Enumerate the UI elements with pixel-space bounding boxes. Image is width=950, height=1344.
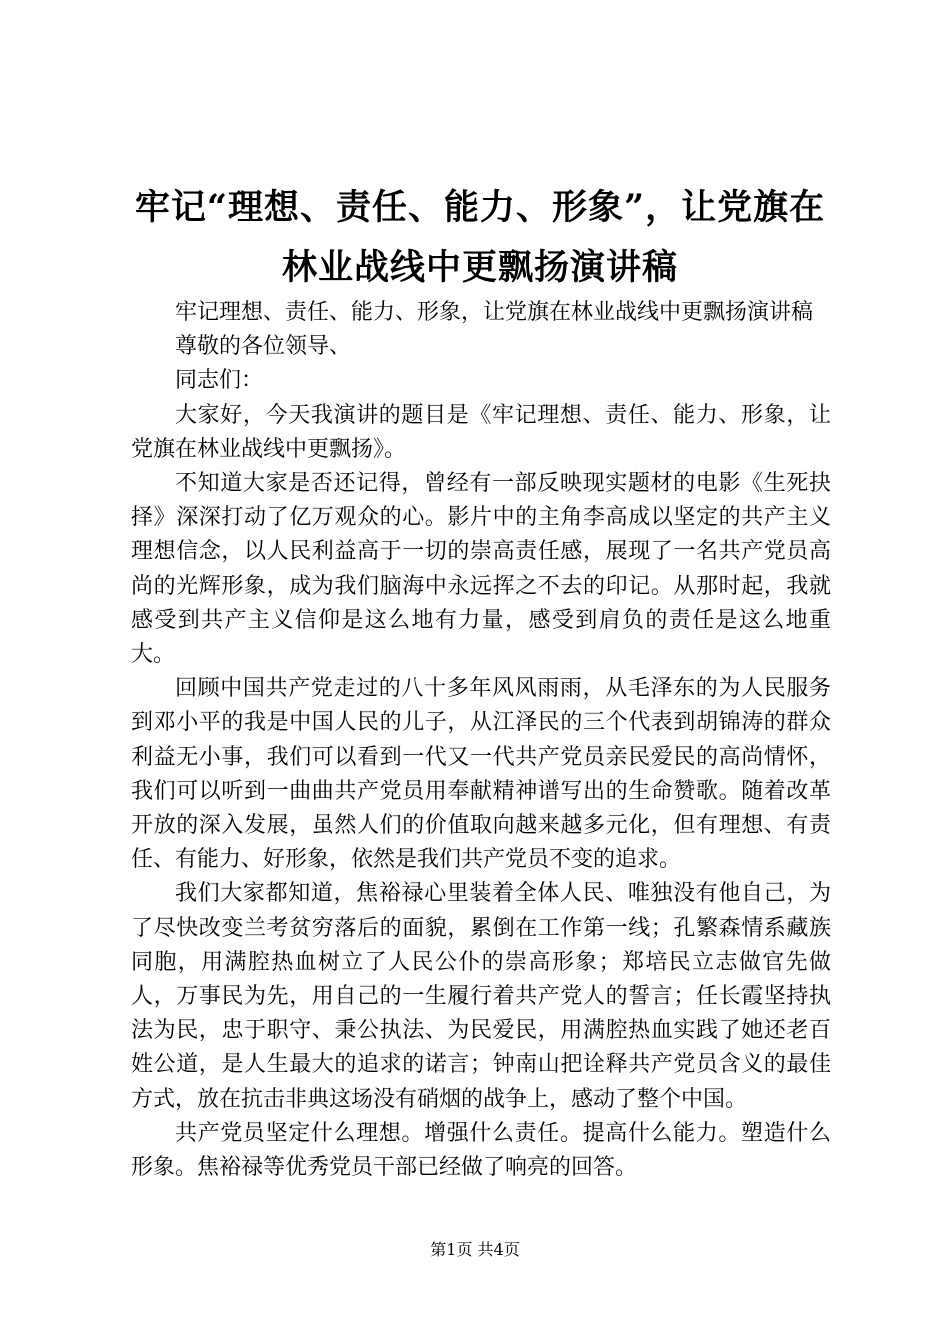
paragraph-film: 不知道大家是否还记得，曾经有一部反映现实题材的电影《生死抉择》深深打动了亿万观众的心。影片中的主角李高成以坚定的共产主义理想信念，以人民利益高于一切的崇高责任感，展现了一名共产党员高尚的光辉形象，成为我们脑海中永远挥之不去的印记。从那时起，我就感受到共产主义信仰是这么地有力量，感受到肩负的责任是这么地重大。 xyxy=(131,471,831,668)
paragraph-salutation-comrades: 同志们： xyxy=(175,368,264,394)
paragraph-role-models: 我们大家都知道，焦裕禄心里装着全体人民、唯独没有他自己，为了尽快改变兰考贫穷落后的面貌，累倒在工作第一线；孔繁森情系藏族同胞，用满腔热血树立了人民公仆的崇高形象；郑培民立志做官先做人，万事民为先，用自己的一生履行着共产党人的誓言；任长霞坚持执法为民，忠于职守、秉公执法、为民爱民，用满腔热血实践了她还老百姓公道，是人生最大的追求的诺言；钟南山把诠释共产党员含义的最佳方式，放在抗击非典这场没有硝烟的战争上，感动了整个中国。 xyxy=(131,881,831,1112)
paragraph-history: 回顾中国共产党走过的八十多年风风雨雨，从毛泽东的为人民服务到邓小平的我是中国人民的儿子，从江泽民的三个代表到胡锦涛的群众利益无小事，我们可以看到一代又一代共产党员亲民爱民的高尚情怀，我们可以听到一曲曲共产党员用奉献精神谱写出的生命赞歌。随着改革开放的深入发展，虽然人们的价值取向越来越多元化，但有理想、有责任、有能力、好形象，依然是我们共产党员不变的追求。 xyxy=(131,676,831,873)
document-body xyxy=(131,296,831,1185)
title-line-2: 林业战线中更飘扬演讲稿 xyxy=(281,247,678,288)
paragraph-salutation-leaders: 尊敬的各位领导、 xyxy=(175,334,352,360)
document-title xyxy=(110,178,850,298)
paragraph-subtitle: 牢记理想、责任、能力、形象，让党旗在林业战线中更飘扬演讲稿 xyxy=(175,300,814,325)
paragraph-questions: 共产党员坚定什么理想。增强什么责任。提高什么能力。塑造什么形象。焦裕禄等优秀党员干部已经做了响亮的回答。 xyxy=(131,1120,831,1181)
paragraph-greeting: 大家好，今天我演讲的题目是《牢记理想、责任、能力、形象，让党旗在林业战线中更飘扬》。 xyxy=(131,402,831,462)
title-line-1: 牢记“理想、责任、能力、形象”，让党旗在 xyxy=(134,187,826,228)
page-footer: 第1页 共4页 xyxy=(430,1240,520,1259)
